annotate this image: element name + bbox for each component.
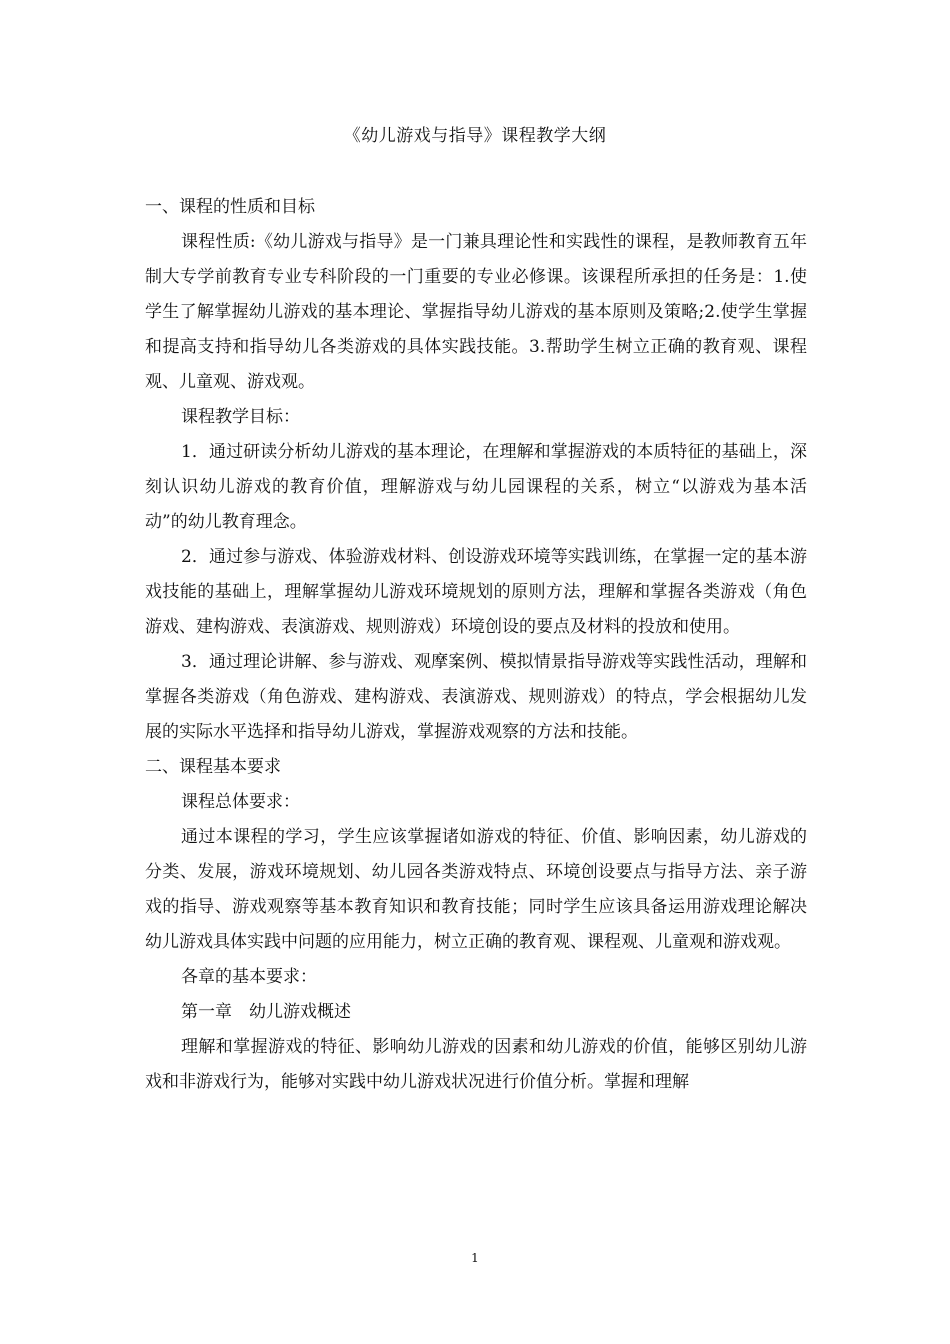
goal-item-2: 2．通过参与游戏、体验游戏材料、创设游戏环境等实践训练，在掌握一定的基本游戏技能的基础上，理解掌握幼儿游戏环境规划的原则方法，理解和掌握各类游戏（角色游戏、建构游戏、表演游戏、规则游戏）环境创设的要点及材料的投放和使用。 (145, 547, 807, 637)
document-title: 《幼儿游戏与指导》课程教学大纲 (343, 126, 607, 146)
teaching-goals-label: 课程教学目标： (181, 407, 300, 427)
goal-item-3: 3．通过理论讲解、参与游戏、观摩案例、模拟情景指导游戏等实践性活动，理解和掌握各类游戏（角色游戏、建构游戏、表演游戏、规则游戏）的特点，学会根据幼儿发展的实际水平选择和指导幼儿游戏，掌握游戏观察的方法和技能。 (145, 652, 807, 742)
page-number: 1 (471, 1251, 479, 1265)
document-body (145, 190, 807, 1100)
section-heading-2: 二、课程基本要求 (145, 757, 281, 777)
course-nature-paragraph: 课程性质:《幼儿游戏与指导》是一门兼具理论性和实践性的课程，是教师教育五年制大专学前教育专业专科阶段的一门重要的专业必修课。该课程所承担的任务是：1.使学生了解掌握幼儿游戏的基本理论、掌握指导幼儿游戏的基本原则及策略;2.使学生掌握和提高支持和指导幼儿各类游戏的具体实践技能。3.帮助学生树立正确的教育观、课程观、儿童观、游戏观。 (145, 232, 807, 392)
goal-item-1: 1．通过研读分析幼儿游戏的基本理论，在理解和掌握游戏的本质特征的基础上，深刻认识幼儿游戏的教育价值，理解游戏与幼儿园课程的关系，树立“以游戏为基本活动”的幼儿教育理念。 (145, 442, 807, 532)
chapter-requirements-label: 各章的基本要求： (181, 967, 317, 987)
chapter-1-title: 第一章 幼儿游戏概述 (181, 1002, 351, 1022)
overall-requirements-label: 课程总体要求： (181, 792, 300, 812)
section-heading-1: 一、课程的性质和目标 (145, 197, 315, 217)
chapter-1-paragraph: 理解和掌握游戏的特征、影响幼儿游戏的因素和幼儿游戏的价值，能够区别幼儿游戏和非游戏行为，能够对实践中幼儿游戏状况进行价值分析。掌握和理解 (145, 1037, 807, 1092)
overall-requirements-paragraph: 通过本课程的学习，学生应该掌握诸如游戏的特征、价值、影响因素，幼儿游戏的分类、发展，游戏环境规划、幼儿园各类游戏特点、环境创设要点与指导方法、亲子游戏的指导、游戏观察等基本教育知识和教育技能；同时学生应该具备运用游戏理论解决幼儿游戏具体实践中问题的应用能力，树立正确的教育观、课程观、儿童观和游戏观。 (145, 827, 807, 952)
